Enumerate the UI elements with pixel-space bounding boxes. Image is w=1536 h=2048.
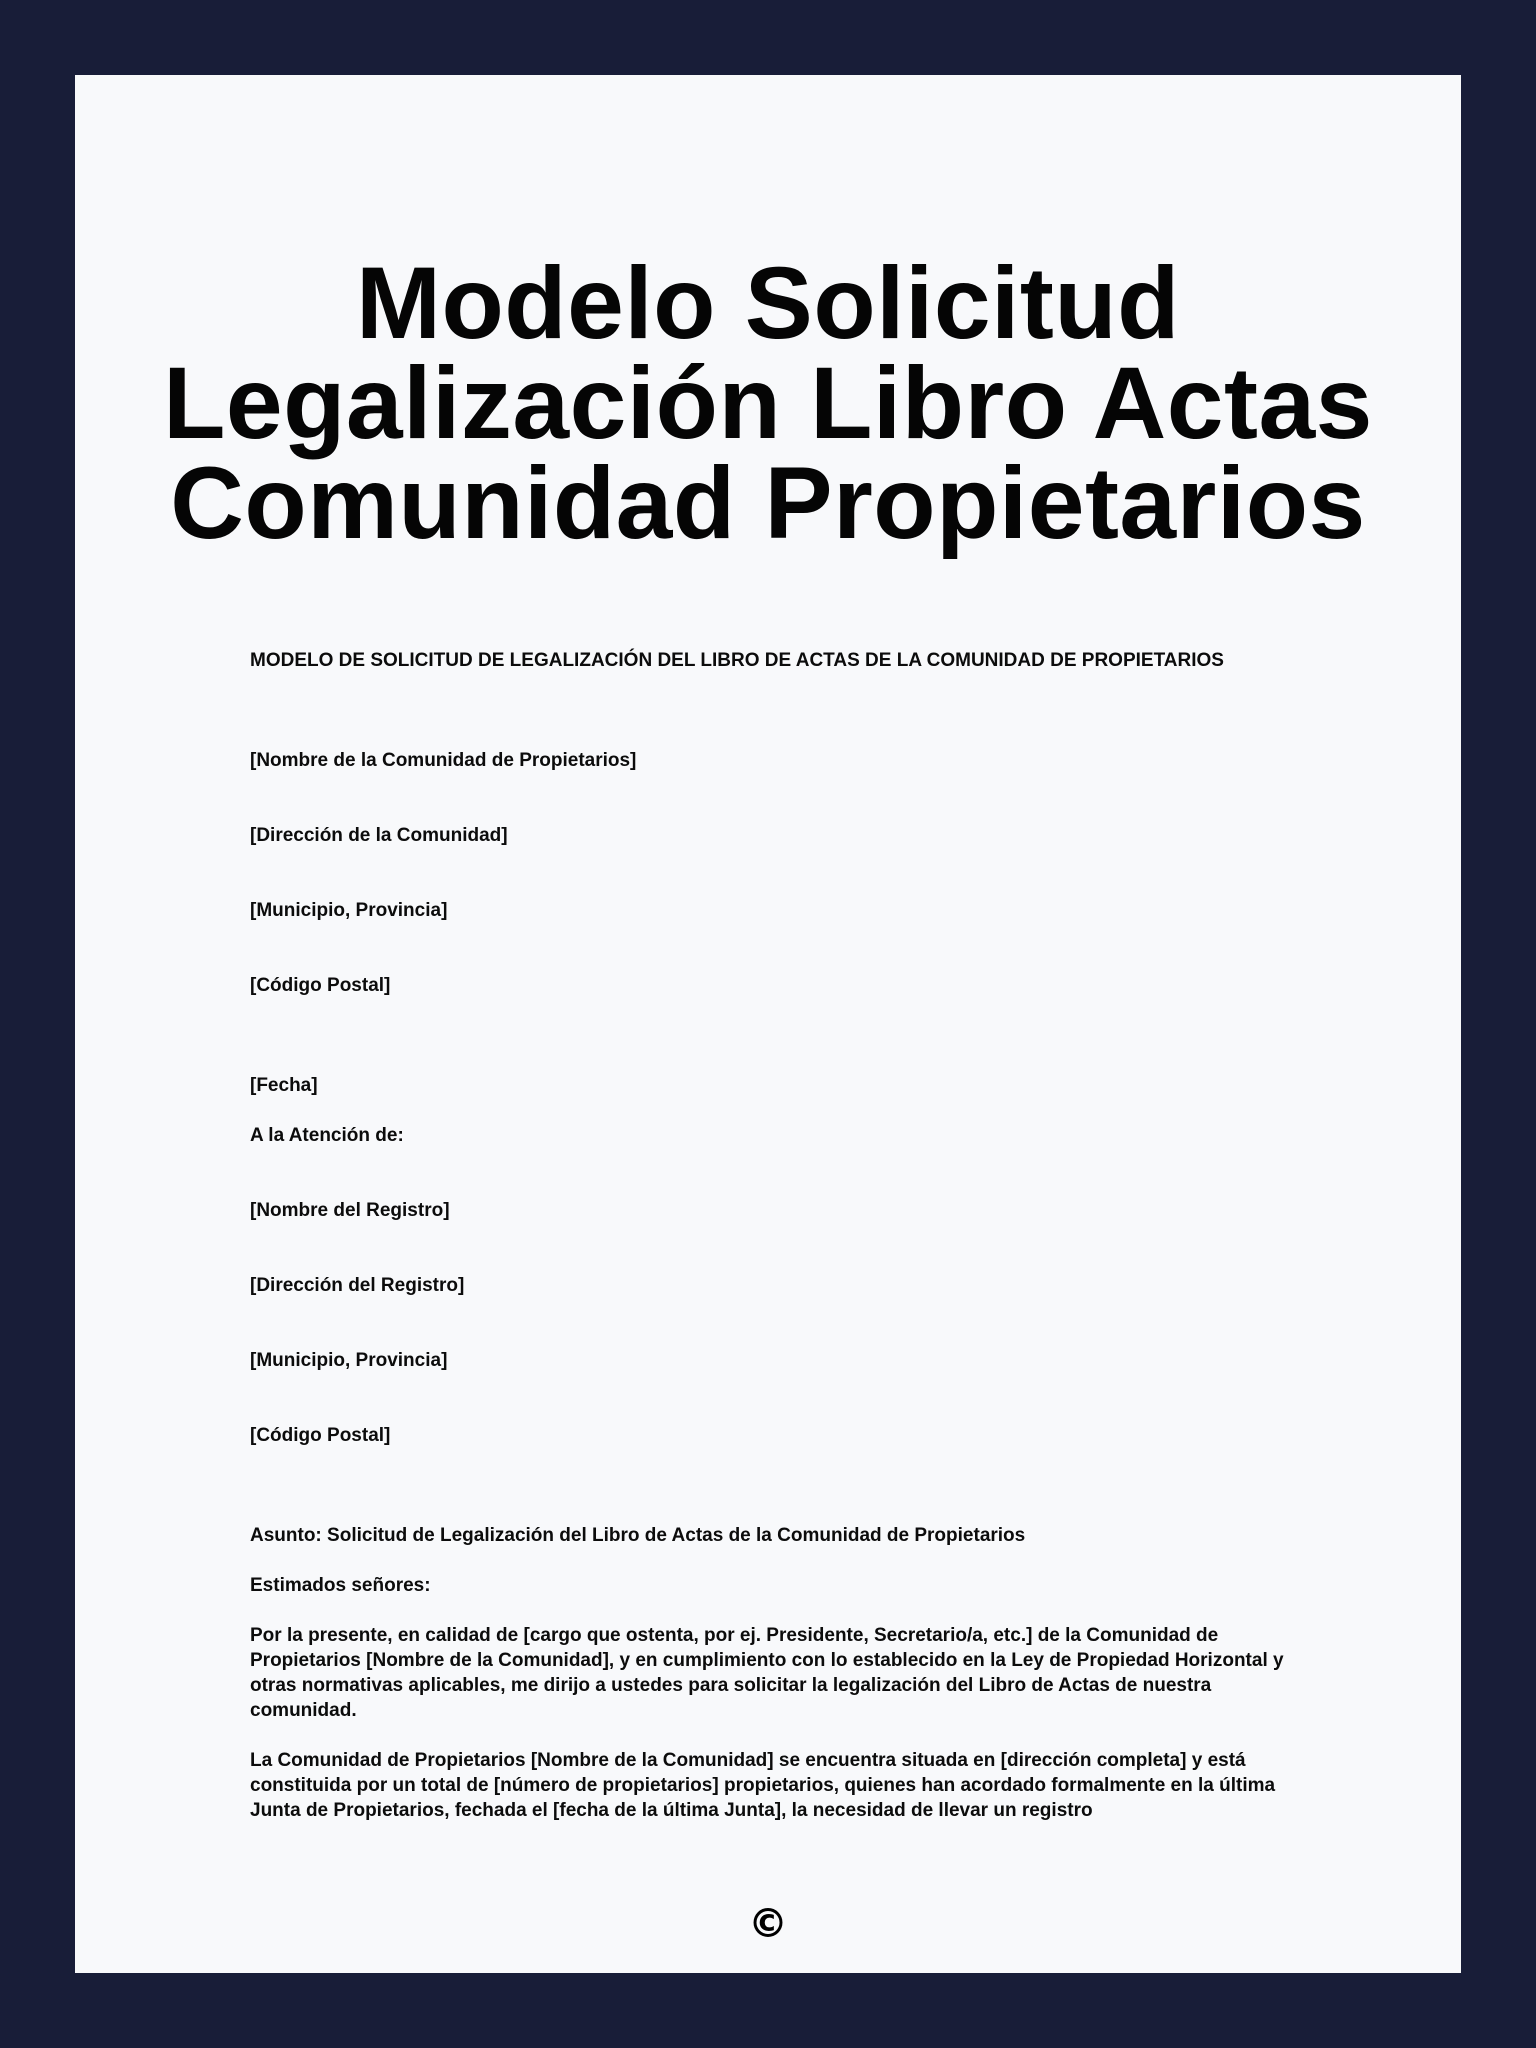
document-title	[75, 246, 1461, 560]
letter-date: [Fecha]	[250, 1075, 318, 1096]
sender-address: [Dirección de la Comunidad]	[250, 825, 508, 846]
letter-heading: MODELO DE SOLICITUD DE LEGALIZACIÓN DEL LIBRO DE ACTAS DE LA COMUNIDAD DE PROPIETARIOS	[250, 650, 1224, 671]
body-paragraph: La Comunidad de Propietarios [Nombre de la Comunidad] se encuentra situada en [dirección completa] y está constituida por un total de [número de propietarios] propietarios, quienes han acordado formalmente en la última Junta de Propietarios, fechada el [fecha de la última Junta], la necesidad de llevar un registro	[250, 1750, 1276, 1821]
body-paragraph: Por la presente, en calidad de [cargo que ostenta, por ej. Presidente, Secretario/a, etc.] de la Comunidad de Propietarios [Nombre de la Comunidad], y en cumplimiento con lo establecido en la Ley de Propiedad Horizontal y otras normativas aplicables, me dirijo a ustedes para solicitar la legalización del Libro de Actas de nuestra comunidad.	[250, 1625, 1284, 1721]
subject-line: Asunto: Solicitud de Legalización del Libro de Actas de la Comunidad de Propietarios	[250, 1525, 1026, 1546]
salutation: Estimados señores:	[250, 1575, 431, 1596]
recipient-address: [Dirección del Registro]	[250, 1275, 465, 1296]
title-line: Modelo Solicitud	[356, 246, 1180, 360]
title-line: Comunidad Propietarios	[170, 446, 1366, 560]
recipient-city: [Municipio, Provincia]	[250, 1350, 448, 1371]
title-line: Legalización Libro Actas	[163, 346, 1373, 460]
sender-city: [Municipio, Provincia]	[250, 900, 448, 921]
attention-line: A la Atención de:	[250, 1125, 404, 1146]
sender-postal-code: [Código Postal]	[250, 975, 391, 996]
recipient-name: [Nombre del Registro]	[250, 1200, 450, 1221]
recipient-postal-code: [Código Postal]	[250, 1425, 391, 1446]
sender-name: [Nombre de la Comunidad de Propietarios]	[250, 750, 637, 771]
copyright-icon: ©	[748, 1901, 788, 1947]
document-page	[75, 75, 1461, 1973]
